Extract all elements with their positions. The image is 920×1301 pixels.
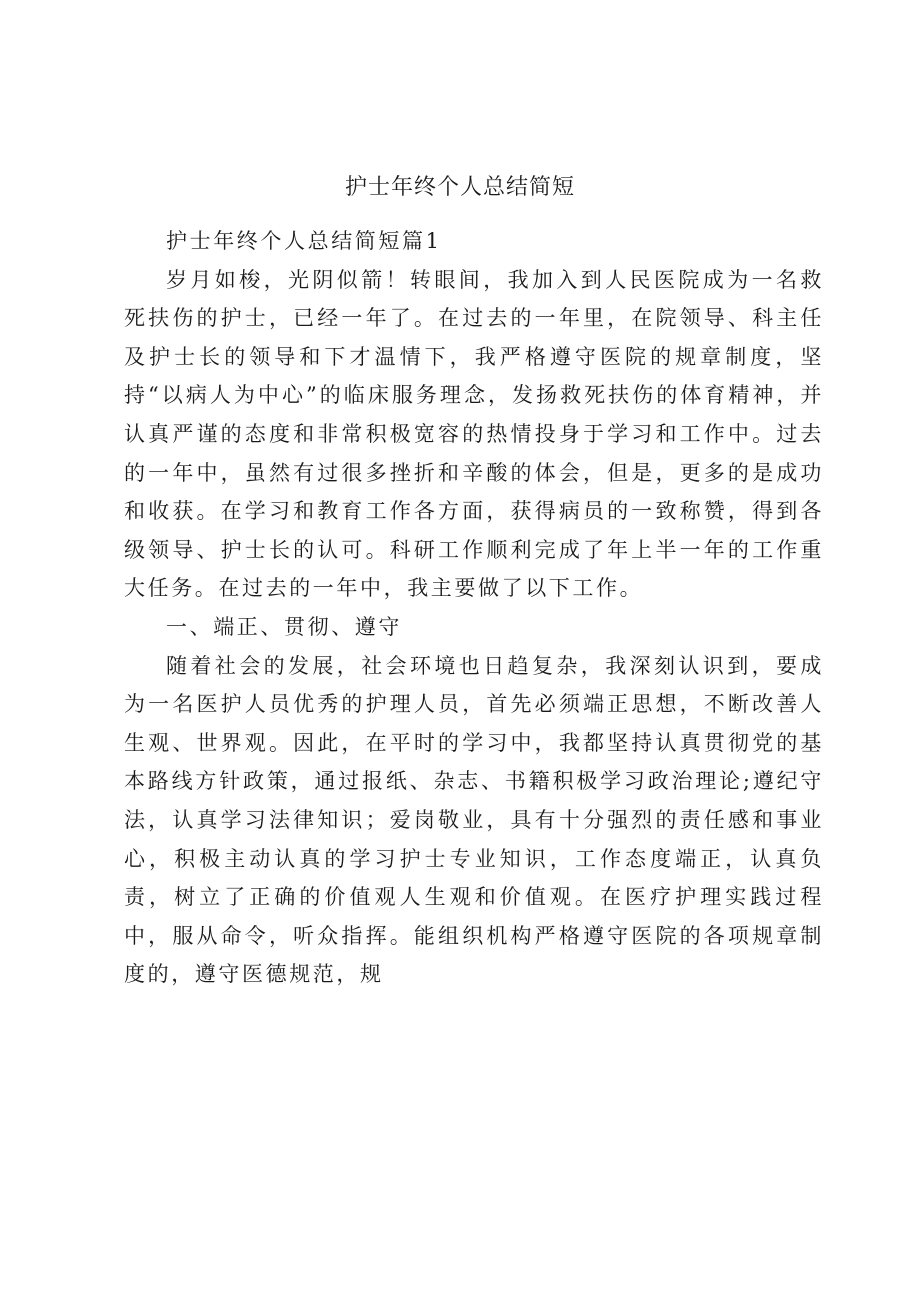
section-heading-1: 一、端正、贯彻、遵守 — [166, 614, 402, 639]
intro-paragraph: 岁月如梭，光阴似箭！转眼间，我加入到人民医院成为一名救死扶伤的护士，已经一年了。在过去的一年里，在院领导、科主任及护士长的领导和下才温情下，我严格遵守医院的规章制度，坚持“以病人为中心”的临床服务理念，发扬救死扶伤的体育精神，并认真严谨的态度和非常积极宽容的热情投身于学习和工作中。过去的一年中，虽然有过很多挫折和辛酸的体会，但是，更多的是成功和收获。在学习和教育工作各方面，获得病员的一致称赞，得到各级领导、护士长的认可。科研工作顺利完成了年上半一年的工作重大任务。在过去的一年中，我主要做了以下工作。 — [124, 267, 824, 601]
section-heading-part1: 护士年终个人总结简短篇1 — [166, 229, 442, 253]
section-1-paragraph: 随着社会的发展，社会环境也日趋复杂，我深刻认识到，要成为一名医护人员优秀的护理人员，首先必须端正思想，不断改善人生观、世界观。因此，在平时的学习中，我都坚持认真贯彻党的基本路线方针政策，通过报纸、杂志、书籍积极学习政治理论;遵纪守法，认真学习法律知识；爱岗敬业，具有十分强烈的责任感和事业心，积极主动认真的学习护士专业知识，工作态度端正，认真负责，树立了正确的价值观人生观和价值观。在医疗护理实践过程中，服从命令，听众指挥。能组织机构严格遵守医院的各项规章制度的，遵守医德规范，规 — [124, 653, 824, 987]
document-title: 护士年终个人总结简短 — [344, 175, 575, 200]
document-body — [124, 222, 824, 994]
